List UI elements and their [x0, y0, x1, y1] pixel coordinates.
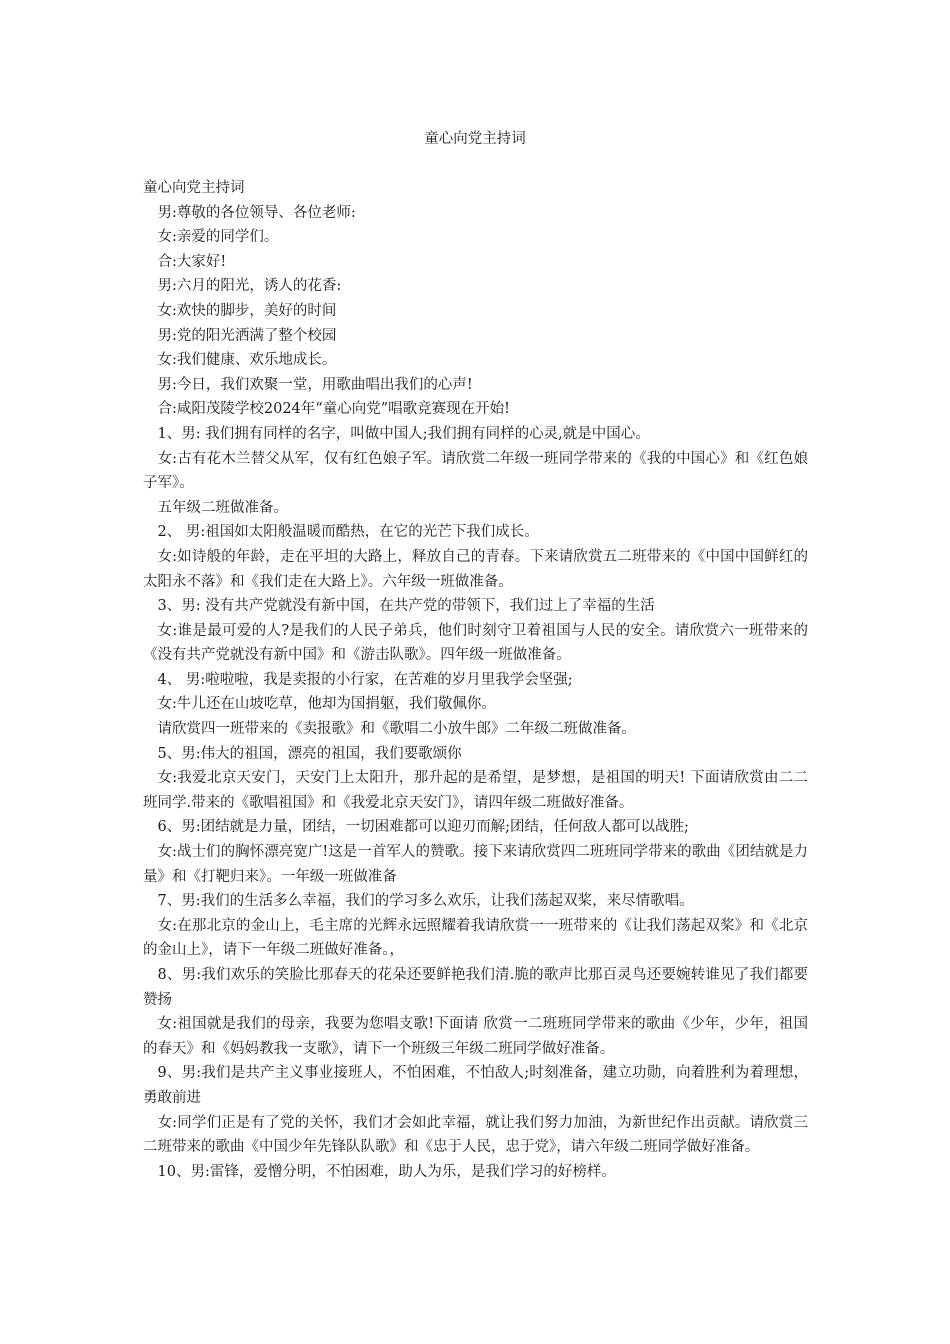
- document-body: [143, 176, 808, 1184]
- paragraph: 9、男:我们是共产主义事业接班人，不怕困难，不怕敌人;时刻准备，建立功勋，向着胜利为着理想，勇敢前进: [143, 1065, 808, 1106]
- paragraph: 女:祖国就是我们的母亲，我要为您唱支歌!下面请 欣赏一二班班同学带来的歌曲《少年，少年，祖国的春天》和《妈妈教我一支歌》，请下一个班级三年级二班同学做好准备。: [143, 1016, 808, 1057]
- paragraph: 五年级二班做准备。: [157, 499, 288, 516]
- paragraph: 女:同学们正是有了党的关怀，我们才会如此幸福，就让我们努力加油，为新世纪作出贡献。请欣赏三二班带来的歌曲《中国少年先锋队队歌》和《忠于人民，忠于党》，请六年级二班同学做好准备。: [143, 1114, 808, 1156]
- paragraph: 5、男:伟大的祖国，漂亮的祖国，我们要歌颂你: [157, 745, 462, 762]
- paragraph: 女:谁是最可爱的人?是我们的人民子弟兵，他们时刻守卫着祖国与人民的安全。请欣赏六一班带来的《没有共产党就没有新中国》和《游击队歌》。四年级一班做准备。: [143, 622, 808, 664]
- paragraph: 女:牛儿还在山坡吃草，他却为国捐躯，我们敬佩你。: [157, 696, 496, 713]
- paragraph: 7、男:我们的生活多么幸福，我们的学习多么欢乐，让我们荡起双桨，来尽情歌唱。: [157, 893, 694, 910]
- paragraph: 3、男: 没有共产党就没有新中国，在共产党的带领下，我们过上了幸福的生活: [157, 598, 655, 615]
- paragraph: 4、 男:啦啦啦，我是卖报的小行家，在苦难的岁月里我学会坚强;: [157, 671, 573, 688]
- paragraph: 男:尊敬的各位领导、各位老师:: [157, 204, 356, 221]
- paragraph: 男:党的阳光洒满了整个校园: [157, 327, 337, 344]
- paragraph: 合:咸阳茂陵学校2024年“童心向党”唱歌竞赛现在开始!: [157, 401, 510, 418]
- paragraph: 女:亲爱的同学们。: [157, 229, 279, 246]
- paragraph: 女:在那北京的金山上，毛主席的光辉永远照耀着我请欣赏一一班带来的《让我们荡起双桨》和《北京的金山上》，请下一年级二班做好准备。，: [143, 917, 808, 959]
- paragraph: 女:欢快的脚步，美好的时间: [157, 302, 337, 319]
- paragraph: 合:大家好!: [157, 253, 227, 270]
- paragraph: 女:战士们的胸怀漂亮宽广!这是一首军人的赞歌。接下来请欣赏四二班班同学带来的歌曲《团结就是力量》和《打靶归来》。一年级一班做准备: [143, 844, 808, 885]
- document-title: 童心向党主持词: [424, 131, 526, 147]
- paragraph: 女:古有花木兰替父从军，仅有红色娘子军。请欣赏二年级一班同学带来的《我的中国心》和《红色娘子军》。: [143, 450, 808, 492]
- paragraph: 10、男:雷锋，爱憎分明，不怕困难，助人为乐，是我们学习的好榜样。: [157, 1163, 616, 1180]
- paragraph: 6、男:团结就是力量，团结，一切困难都可以迎刃而解;团结，任何敌人都可以战胜;: [157, 819, 689, 836]
- paragraph: 女:我们健康、欢乐地成长。: [157, 352, 337, 369]
- paragraph: 8、男:我们欢乐的笑脸比那春天的花朵还要鲜艳我们清.脆的歌声比那百灵鸟还要婉转谁见了我们都要赞扬: [143, 967, 808, 1008]
- paragraph: 女:我爱北京天安门，天安门上太阳升，那升起的是希望，是梦想，是祖国的明天! 下面请欣赏由二二班同学.带来的《歌唱祖国》和《我爱北京天安门》，请四年级二班做好准备。: [143, 770, 808, 811]
- paragraph: 1、男: 我们拥有同样的名字，叫做中国人;我们拥有同样的心灵,就是中国心。: [157, 425, 650, 442]
- paragraph: 女:如诗般的年龄，走在平坦的大路上，释放自己的青春。下来请欣赏五二班带来的《中国中国鲜红的太阳永不落》和《我们走在大路上》。六年级一班做准备。: [143, 548, 808, 590]
- document-subtitle: 童心向党主持词: [143, 180, 245, 196]
- paragraph: 男:六月的阳光，诱人的花香:: [157, 278, 342, 295]
- paragraph: 请欣赏四一班带来的《卖报歌》和《歌唱二小放牛郎》二年级二班做准备。: [157, 721, 636, 738]
- paragraph: 2、 男:祖国如太阳般温暖而酷热，在它的光芒下我们成长。: [157, 524, 539, 541]
- paragraph: 男:今日，我们欢聚一堂，用歌曲唱出我们的心声!: [157, 376, 473, 393]
